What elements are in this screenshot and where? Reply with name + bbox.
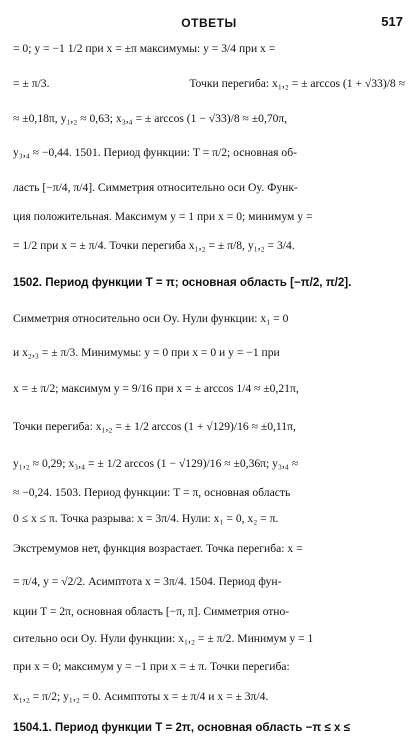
text-fragment: Точки перегиба: x₁,₂ = ± 1/2 arccos (1 + √129)/16 ≈ ±0,11π, bbox=[13, 420, 296, 434]
text-line bbox=[13, 336, 405, 370]
text-fragment: = 1/2 при x = ± π/4. Точки перегиба x₁,₂ = ± π/8, y₁,₂ = 3/4. bbox=[13, 239, 295, 253]
text-line bbox=[13, 66, 405, 102]
text-line bbox=[13, 102, 405, 136]
text-fragment: y₃,₄ ≈ −0,44. 1501. Период функции: T = π/2; основная об- bbox=[13, 146, 297, 160]
text-fragment: Точки перегиба: x₁,₂ = ± arccos (1 + √33)/8 ≈ bbox=[189, 77, 405, 91]
text-line bbox=[13, 136, 405, 170]
text-line bbox=[13, 302, 405, 336]
text-fragment: и x₂,₃ = ± π/3. Минимумы: y = 0 при x = 0 и y = −1 при bbox=[13, 346, 280, 360]
text-fragment: ция положительная. Максимум y = 1 при x = 0; минимум y = bbox=[13, 210, 313, 224]
answers-text bbox=[13, 32, 405, 742]
text-line bbox=[13, 680, 405, 714]
running-title: ОТВЕТЫ bbox=[181, 16, 237, 30]
text-fragment: кции T = 2π, основная область [−π, π]. Симметрия отно- bbox=[13, 605, 290, 619]
text-line bbox=[13, 370, 405, 408]
text-fragment: 0 ≤ x ≤ π. Точка разрыва: x = 3π/4. Нули: x₁ = 0, x₂ = π. bbox=[13, 512, 279, 526]
text-fragment: ласть [−π/4, π/4]. Симметрия относительно оси Oy. Функ- bbox=[13, 181, 298, 195]
text-line bbox=[13, 564, 405, 600]
text-line bbox=[13, 482, 405, 504]
text-fragment: x = ± π/2; максимум y = 9/16 при x = ± arccos 1/4 ≈ ±0,21π, bbox=[13, 382, 299, 396]
text-fragment: ≈ −0,24. 1503. Период функции: T = π, основная область bbox=[13, 486, 291, 500]
text-line bbox=[13, 624, 405, 654]
text-line bbox=[13, 264, 405, 302]
text-line bbox=[13, 504, 405, 534]
text-line bbox=[13, 714, 405, 742]
text-fragment: Экстремумов нет, функция возрастает. Точка перегиба: x = bbox=[13, 542, 303, 556]
text-fragment: ≈ ±0,18π, y₁,₂ ≈ 0,63; x₃,₄ = ± arccos (1 − √33)/8 ≈ ±0,70π, bbox=[13, 112, 288, 126]
text-fragment: 1504.1. Период функции T = 2π, основная область −π ≤ x ≤ bbox=[13, 721, 351, 735]
text-fragment: сительно оси Oy. Нули функции: x₁,₂ = ± π/2. Минимум y = 1 bbox=[13, 632, 314, 646]
text-line bbox=[13, 170, 405, 206]
page-header bbox=[13, 12, 405, 32]
text-line bbox=[13, 408, 405, 446]
page-number: 517 bbox=[381, 14, 403, 29]
text-line bbox=[13, 534, 405, 564]
text-fragment: 1502. Период функции T = π; основная область [−π/2, π/2]. bbox=[13, 276, 352, 290]
text-line bbox=[13, 228, 405, 264]
text-fragment: Симметрия относительно оси Oy. Нули функции: x₁ = 0 bbox=[13, 312, 289, 326]
text-line bbox=[13, 446, 405, 482]
text-line bbox=[13, 206, 405, 228]
text-fragment: при x = 0; максимум y = −1 при x = ± π. Точки перегиба: bbox=[13, 660, 290, 674]
text-line bbox=[13, 600, 405, 624]
text-line bbox=[13, 654, 405, 680]
text-fragment: = 0; y = −1 1/2 при x = ±π максимумы: y = 3/4 при x = bbox=[13, 42, 276, 56]
text-fragment: y₁,₂ ≈ 0,29; x₃,₄ = ± 1/2 arccos (1 − √129)/16 ≈ ±0,36π; y₃,₄ ≈ bbox=[13, 457, 299, 471]
text-fragment: = π/4, y = √2/2. Асимптота x = 3π/4. 1504. Период фун- bbox=[13, 575, 282, 589]
text-fragment: = ± π/3. bbox=[13, 77, 50, 91]
text-line bbox=[13, 32, 405, 66]
text-fragment: x₁,₂ = π/2; y₁,₂ = 0. Асимптоты x = ± π/4 и x = ± 3π/4. bbox=[13, 690, 269, 704]
